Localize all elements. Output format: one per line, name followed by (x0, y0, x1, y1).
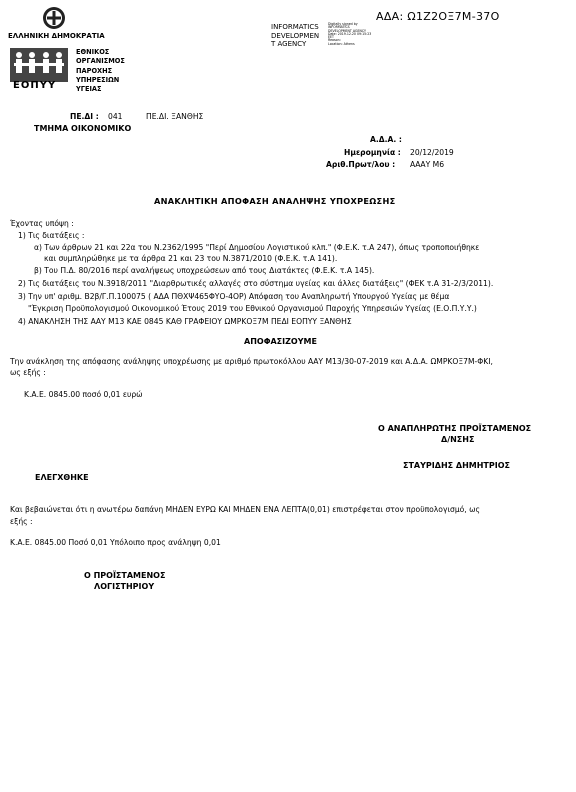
provision-1: 1) Τις διατάξεις : (18, 231, 85, 240)
protocol-value: ΑΑΑΥ Μ6 (410, 160, 445, 169)
decision-line-1: Την ανάκληση της απόφασης ανάληψης υποχρέωσης με αριθμό πρωτοκόλλου ΑΑΥ Μ13/30-07-2019 και Α.Δ.Α. ΩΜΡΚΟΞ7Μ-ΦΚΙ, (10, 357, 493, 366)
ada-label: Α.Δ.Α. : (370, 135, 402, 144)
org-line: ΠΑΡΟΧΗΣ (76, 66, 113, 75)
department: ΤΜΗΜΑ ΟΙΚΟΝΟΜΙΚΟ (34, 124, 132, 133)
logo-text: ΕΟΠΥΥ (13, 80, 57, 91)
signatory-name: ΣΤΑΥΡΙΔΗΣ ΔΗΜΗΤΡΙΟΣ (403, 461, 510, 470)
checked-label: ΕΛΕΓΧΘΗΚΕ (35, 473, 89, 482)
republic-label: ΕΛΛΗΝΙΚΗ ΔΗΜΟΚΡΑΤΙΑ (8, 32, 105, 40)
considering-label: Έχοντας υπόψη : (10, 219, 74, 228)
certify-line-2: εξής : (10, 517, 33, 526)
kae-line: Κ.Α.Ε. 0845.00 ποσό 0,01 ευρώ (24, 390, 143, 399)
provision-1a: α) Των άρθρων 21 και 22α του Ν.2362/1995 "Περί Δημοσίου Λογιστικού κλπ." (Φ.Ε.Κ. τ.Α 247), όπως τροποποιήθηκε (34, 243, 480, 252)
pedi-name: ΠΕ.ΔΙ. ΞΑΝΘΗΣ (146, 112, 204, 121)
decide-heading: ΑΠΟΦΑΣΙΖΟΥΜΕ (244, 337, 317, 346)
org-line: ΕΘΝΙΚΟΣ (76, 48, 110, 56)
decision-line-2: ως εξής : (10, 368, 46, 377)
signatory-role-unit: Δ/ΝΣΗΣ (441, 435, 475, 444)
protocol-label: Αριθ.Πρωτ/λου : (326, 160, 396, 169)
top-ada: ΑΔΑ: Ω1Ζ2ΟΞ7Μ-37Ο (376, 10, 500, 23)
date-value: 20/12/2019 (410, 148, 454, 157)
accounting-head: Ο ΠΡΟΪΣΤΑΜΕΝΟΣ (84, 571, 166, 580)
eopyy-logo (10, 48, 68, 94)
organization-name (76, 48, 125, 94)
signature-seal-title (271, 23, 319, 49)
pedi-label: ΠΕ.ΔΙ : (70, 112, 99, 121)
document-title: ΑΝΑΚΛΗΤΙΚΗ ΑΠΟΦΑΣΗ ΑΝΑΛΗΨΗΣ ΥΠΟΧΡΕΩΣΗΣ (154, 196, 396, 206)
certify-line-1: Και βεβαιώνεται ότι η ανωτέρω δαπάνη ΜΗΔΕΝ ΕΥΡΩ ΚΑΙ ΜΗΔΕΝ ΕΝΑ ΛΕΠΤΑ(0,01) επιστρέφεται στον προϋπολογισμό, ως (10, 505, 480, 514)
accounting-dept: ΛΟΓΙΣΤΗΡΙΟΥ (94, 582, 155, 591)
date-label: Ημερομηνία : (344, 148, 401, 157)
remaining-line: Κ.Α.Ε. 0845.00 Ποσό 0,01 Υπόλοιπο προς ανάληψη 0,01 (10, 538, 221, 547)
provision-4: 4) ΑΝΑΚΛΗΣΗ ΤΗΣ ΑΑΥ Μ13 ΚΑΕ 0845 ΚΑΘ ΓΡΑΦΕΙΟΥ ΩΜΡΚΟΞ7Μ ΠΕΔΙ ΕΟΠΥΥ ΞΑΝΘΗΣ (18, 317, 352, 326)
seal-line: T AGENCY (271, 40, 307, 49)
seal-line: DEVELOPMEN (271, 31, 320, 40)
provision-3: 3) Την υπ' αριθμ. Β2β/Γ.Π.100075 ( ΑΔΑ ΠΘΧΨ465ΦΥΟ-4ΟΡ) Απόφαση του Αναπληρωτή Υπουργού Υγείας με θέμα (18, 292, 450, 301)
signatory-role: Ο ΑΝΑΠΛΗΡΩΤΗΣ ΠΡΟΪΣΤΑΜΕΝΟΣ (378, 424, 532, 433)
provision-2: 2) Τις διατάξεις του Ν.3918/2011 "Διαρθρωτικές αλλαγές στο σύστημα υγείας και άλλες διατάξεις" (ΦΕΚ τ.Α 31-2/3/2011). (18, 279, 494, 288)
provision-1a-cont: και συμπληρώθηκε με τα άρθρα 21 και 23 του Ν.3871/2010 (Φ.Ε.Κ. τ.Α 141). (44, 254, 338, 263)
org-line: ΟΡΓΑΝΙΣΜΟΣ (76, 57, 125, 66)
seal-line: INFORMATICS (271, 23, 319, 31)
pedi-code: 041 (108, 112, 123, 121)
org-line: ΥΓΕΙΑΣ (76, 85, 102, 94)
state-emblem-icon (42, 6, 66, 30)
signature-seal-details: Digitally signed by INFORMATICS DEVELOPMENT AGENCY Date: 2019.12.20 09:15:23 EET Reason: Location: Athens (328, 22, 372, 46)
provision-3-cont: "Έγκριση Προϋπολογισμού Οικονομικού Έτους 2019 του Εθνικού Οργανισμού Παροχής Υπηρεσιών Υγείας (Ε.Ο.Π.Υ.Υ.) (28, 304, 477, 313)
org-line: ΥΠΗΡΕΣΙΩΝ (76, 75, 120, 84)
provision-1b: β) Του Π.Δ. 80/2016 περί αναλήψεως υποχρεώσεων από τους Διατάκτες (Φ.Ε.Κ. τ.Α 145). (34, 266, 375, 275)
